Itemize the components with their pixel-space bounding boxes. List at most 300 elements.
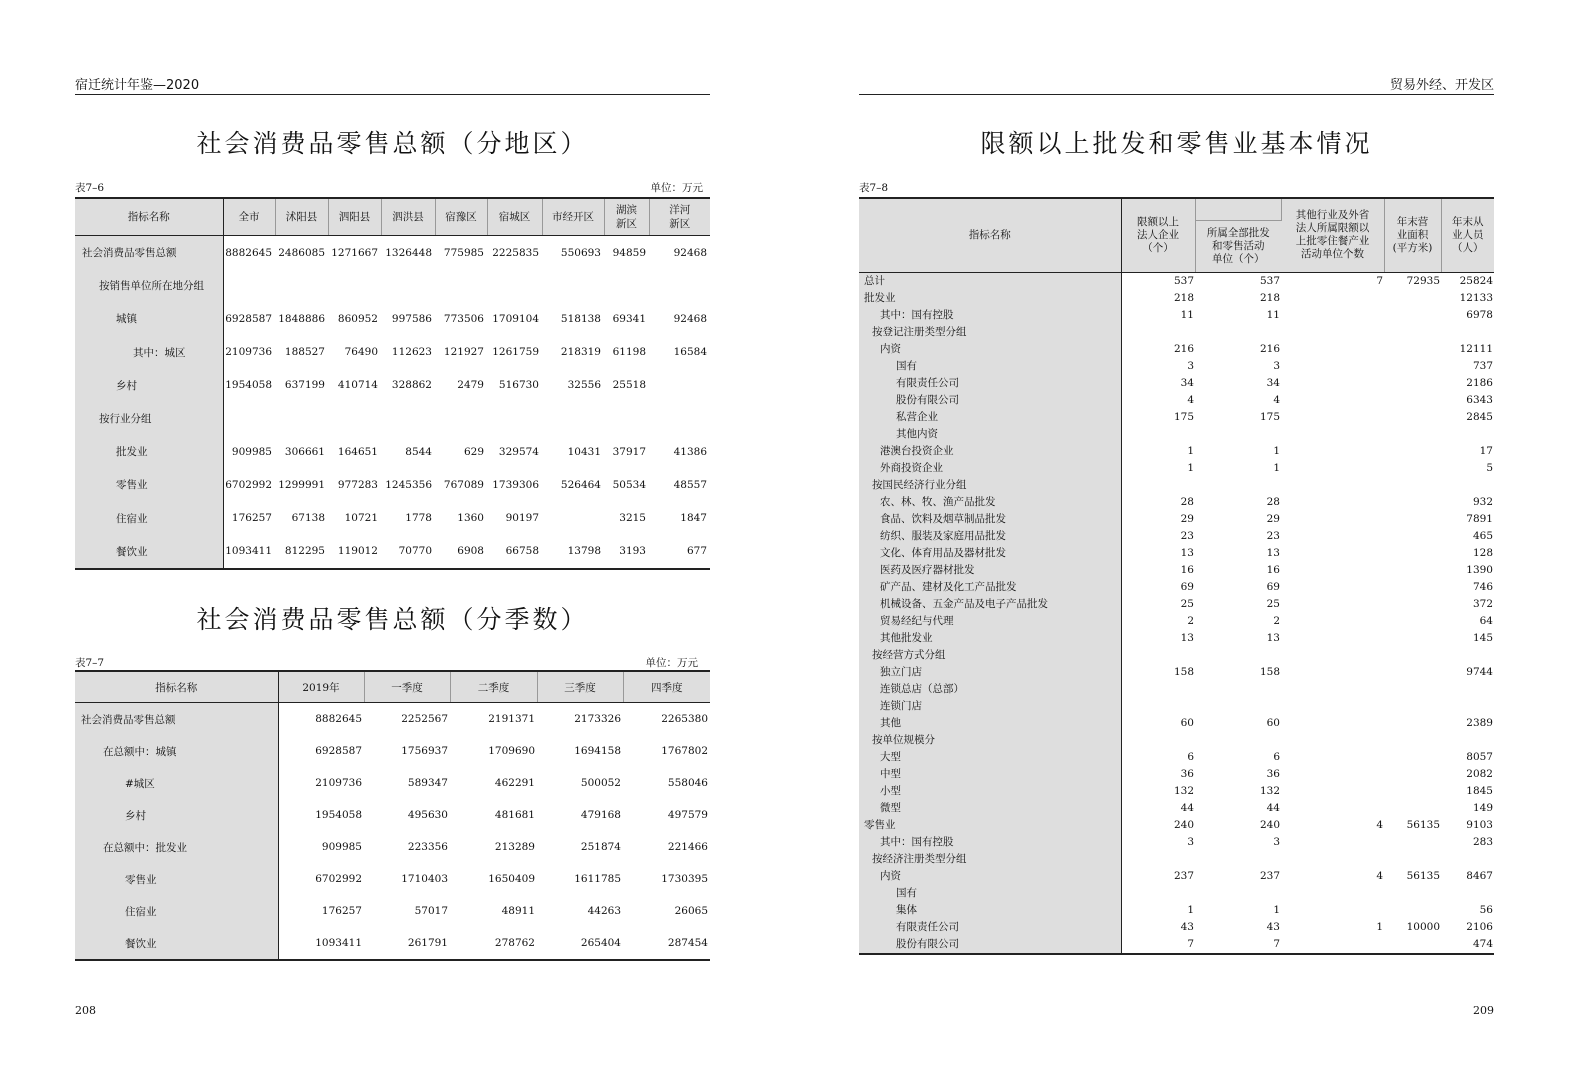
cell-value: 69 bbox=[1180, 580, 1194, 593]
table-row bbox=[75, 302, 710, 335]
row-label: 批发业 bbox=[859, 290, 1121, 307]
cell-value: 26065 bbox=[674, 905, 708, 917]
header-name: 指标名称 bbox=[75, 198, 223, 236]
table-row bbox=[859, 681, 1494, 698]
running-head: 宿迁统计年鉴—2020 bbox=[75, 78, 200, 93]
cell-value bbox=[1281, 851, 1384, 868]
cell-value bbox=[1384, 375, 1441, 392]
row-label: 私营企业 bbox=[859, 409, 1121, 426]
table-row bbox=[859, 562, 1494, 579]
cell-value bbox=[1281, 494, 1384, 511]
cell-value: 746 bbox=[1472, 580, 1493, 593]
cell-value: 2389 bbox=[1466, 716, 1493, 729]
cell-value bbox=[1281, 341, 1384, 358]
table-row bbox=[75, 402, 710, 435]
cell-value: 497579 bbox=[667, 809, 708, 821]
cell-value bbox=[1195, 477, 1281, 494]
cell-value: 1611785 bbox=[574, 873, 621, 885]
table-row bbox=[75, 767, 710, 799]
cell-value bbox=[381, 269, 435, 302]
cell-value: 1694158 bbox=[574, 745, 621, 757]
row-label: 有限责任公司 bbox=[859, 375, 1121, 392]
row-label: 乡村 bbox=[75, 799, 278, 831]
cell-value bbox=[1281, 885, 1384, 902]
table-row bbox=[859, 426, 1494, 443]
cell-value: 7 bbox=[1376, 274, 1383, 287]
cell-value bbox=[1384, 341, 1441, 358]
cell-value: 1245356 bbox=[385, 478, 432, 491]
cell-value: 11 bbox=[1180, 308, 1194, 321]
table-row bbox=[859, 272, 1494, 290]
table-7-6-title: 社会消费品零售总额（分地区） bbox=[196, 129, 589, 158]
table-row bbox=[859, 358, 1494, 375]
cell-value: 2 bbox=[1273, 614, 1280, 627]
row-label: 医药及医疗器材批发 bbox=[859, 562, 1121, 579]
table-7-7 bbox=[75, 670, 710, 961]
table-row bbox=[75, 895, 710, 927]
table-row bbox=[859, 307, 1494, 324]
cell-value: 132 bbox=[1259, 784, 1280, 797]
table-row bbox=[859, 375, 1494, 392]
row-label: 按经营方式分组 bbox=[859, 647, 1121, 664]
cell-value bbox=[1384, 936, 1441, 954]
cell-value: 4 bbox=[1187, 393, 1194, 406]
cell-value: 6908 bbox=[457, 545, 484, 558]
cell-value bbox=[1281, 698, 1384, 715]
cell-value: 9103 bbox=[1466, 818, 1493, 831]
cell-value: 1739306 bbox=[492, 478, 539, 491]
row-label: 其他批发业 bbox=[859, 630, 1121, 647]
cell-value: 518138 bbox=[560, 312, 601, 325]
cell-value: 69 bbox=[1266, 580, 1280, 593]
table-row bbox=[859, 477, 1494, 494]
cell-value bbox=[1384, 630, 1441, 647]
cell-value bbox=[1281, 766, 1384, 783]
cell-value: 44263 bbox=[587, 905, 621, 917]
header-col-3: 泗阳县 bbox=[328, 198, 381, 236]
cell-value: 1 bbox=[1187, 903, 1194, 916]
cell-value: 48557 bbox=[673, 478, 707, 491]
cell-value bbox=[1441, 681, 1494, 698]
cell-value bbox=[1384, 290, 1441, 307]
cell-value: 287454 bbox=[667, 937, 708, 949]
cell-value: 29 bbox=[1180, 512, 1194, 525]
cell-value: 500052 bbox=[580, 777, 621, 789]
cell-value: 1709104 bbox=[492, 312, 539, 325]
header-col-6: 宿城区 bbox=[487, 198, 542, 236]
cell-value: 629 bbox=[463, 445, 484, 458]
cell-value bbox=[1384, 664, 1441, 681]
table-row bbox=[75, 336, 710, 369]
cell-value bbox=[649, 369, 710, 402]
cell-value: 1 bbox=[1273, 461, 1280, 474]
cell-value: 3215 bbox=[619, 512, 646, 525]
cell-value: 909985 bbox=[321, 841, 362, 853]
cell-value: 1271667 bbox=[331, 246, 378, 259]
cell-value: 43 bbox=[1266, 920, 1280, 933]
cell-value: 6 bbox=[1273, 750, 1280, 763]
cell-value: 10000 bbox=[1406, 920, 1440, 933]
cell-value: 773506 bbox=[443, 312, 484, 325]
table-row bbox=[859, 664, 1494, 681]
row-label: 微型 bbox=[859, 800, 1121, 817]
cell-value bbox=[1384, 596, 1441, 613]
cell-value: 188527 bbox=[284, 346, 325, 359]
table-row bbox=[75, 831, 710, 863]
cell-value bbox=[1281, 443, 1384, 460]
cell-value: 7 bbox=[1273, 937, 1280, 950]
cell-value: 121927 bbox=[443, 346, 484, 359]
cell-value: 1 bbox=[1187, 461, 1194, 474]
cell-value bbox=[1441, 698, 1494, 715]
row-label: 按行业分组 bbox=[75, 402, 223, 435]
cell-value: 2082 bbox=[1466, 767, 1493, 780]
cell-value bbox=[1384, 494, 1441, 511]
cell-value bbox=[1281, 630, 1384, 647]
cell-value bbox=[1441, 732, 1494, 749]
cell-value bbox=[1281, 579, 1384, 596]
cell-value: 72935 bbox=[1406, 274, 1440, 287]
table-7-6-unit: 单位：万元 bbox=[650, 182, 703, 194]
row-label: 贸易经纪与代理 bbox=[859, 613, 1121, 630]
header-col-5: 四季度 bbox=[623, 671, 710, 703]
row-label: 国有 bbox=[859, 358, 1121, 375]
row-label: 股份有限公司 bbox=[859, 936, 1121, 954]
header-col2-top bbox=[1195, 198, 1281, 220]
cell-value: 465 bbox=[1472, 529, 1493, 542]
cell-value: 1326448 bbox=[385, 246, 432, 259]
cell-value bbox=[1195, 681, 1281, 698]
table-row bbox=[859, 511, 1494, 528]
cell-value: 145 bbox=[1472, 631, 1493, 644]
cell-value bbox=[1121, 732, 1195, 749]
table-row bbox=[75, 535, 710, 569]
cell-value bbox=[1281, 460, 1384, 477]
cell-value bbox=[1281, 528, 1384, 545]
header-col-9: 洋河 新区 bbox=[649, 198, 710, 236]
cell-value: 1 bbox=[1376, 920, 1383, 933]
cell-value: 1848886 bbox=[278, 312, 325, 325]
row-label: 连锁门店 bbox=[859, 698, 1121, 715]
cell-value: 10721 bbox=[344, 512, 378, 525]
cell-value: 11 bbox=[1266, 308, 1280, 321]
row-label: 连锁总店（总部） bbox=[859, 681, 1121, 698]
row-label: 零售业 bbox=[75, 863, 278, 895]
header-rule bbox=[859, 94, 1494, 95]
row-label: 股份有限公司 bbox=[859, 392, 1121, 409]
cell-value: 767089 bbox=[443, 478, 484, 491]
cell-value: 23 bbox=[1180, 529, 1194, 542]
cell-value: 44 bbox=[1180, 801, 1194, 814]
cell-value bbox=[1121, 324, 1195, 341]
table-row bbox=[859, 341, 1494, 358]
cell-value bbox=[1281, 375, 1384, 392]
cell-value: 28 bbox=[1266, 495, 1280, 508]
row-label: 国有 bbox=[859, 885, 1121, 902]
cell-value bbox=[1281, 749, 1384, 766]
cell-value: 7 bbox=[1187, 937, 1194, 950]
table-row bbox=[859, 851, 1494, 868]
cell-value: 240 bbox=[1173, 818, 1194, 831]
cell-value bbox=[1121, 851, 1195, 868]
cell-value: 328862 bbox=[391, 379, 432, 392]
table-7-8 bbox=[859, 197, 1494, 955]
cell-value: 13798 bbox=[567, 545, 601, 558]
cell-value: 13 bbox=[1266, 631, 1280, 644]
cell-value: 1 bbox=[1273, 444, 1280, 457]
header-col4: 年末营 业面积 (平方米) bbox=[1384, 198, 1441, 272]
table-row bbox=[75, 369, 710, 402]
header-col-3: 二季度 bbox=[450, 671, 537, 703]
table-row bbox=[859, 443, 1494, 460]
cell-value bbox=[487, 402, 542, 435]
cell-value: 10431 bbox=[567, 445, 601, 458]
table-row bbox=[859, 528, 1494, 545]
cell-value: 25 bbox=[1266, 597, 1280, 610]
cell-value: 158 bbox=[1173, 665, 1194, 678]
row-label: 按登记注册类型分组 bbox=[859, 324, 1121, 341]
cell-value: 558046 bbox=[667, 777, 708, 789]
row-label: 文化、体育用品及器材批发 bbox=[859, 545, 1121, 562]
cell-value bbox=[1121, 885, 1195, 902]
cell-value: 637199 bbox=[284, 379, 325, 392]
cell-value bbox=[1121, 698, 1195, 715]
cell-value: 812295 bbox=[284, 545, 325, 558]
cell-value bbox=[1195, 647, 1281, 664]
cell-value: 2225835 bbox=[492, 246, 539, 259]
cell-value bbox=[1384, 545, 1441, 562]
cell-value: 8544 bbox=[405, 445, 432, 458]
cell-value: 76490 bbox=[344, 346, 378, 359]
cell-value: 218319 bbox=[560, 346, 601, 359]
cell-value: 6928587 bbox=[315, 745, 362, 757]
header-col-1: 2019年 bbox=[278, 671, 364, 703]
cell-value: 2 bbox=[1187, 614, 1194, 627]
cell-value: 34 bbox=[1180, 376, 1194, 389]
cell-value bbox=[1384, 834, 1441, 851]
cell-value: 175 bbox=[1173, 410, 1194, 423]
cell-value: 306661 bbox=[284, 445, 325, 458]
row-label: 小型 bbox=[859, 783, 1121, 800]
cell-value: 8057 bbox=[1466, 750, 1493, 763]
header-rule bbox=[75, 94, 710, 95]
table-row bbox=[859, 885, 1494, 902]
cell-value: 909985 bbox=[231, 445, 272, 458]
cell-value bbox=[1384, 392, 1441, 409]
cell-value: 265404 bbox=[580, 937, 621, 949]
cell-value bbox=[1384, 613, 1441, 630]
cell-value: 2191371 bbox=[488, 713, 535, 725]
cell-value: 36 bbox=[1266, 767, 1280, 780]
cell-value: 164651 bbox=[337, 445, 378, 458]
cell-value: 479168 bbox=[580, 809, 621, 821]
cell-value: 6 bbox=[1187, 750, 1194, 763]
cell-value bbox=[328, 402, 381, 435]
cell-value: 16584 bbox=[673, 346, 707, 359]
cell-value: 67138 bbox=[291, 512, 325, 525]
row-label: 其中：国有控股 bbox=[859, 307, 1121, 324]
cell-value: 60 bbox=[1180, 716, 1194, 729]
cell-value bbox=[1384, 851, 1441, 868]
table-row bbox=[75, 927, 710, 960]
cell-value bbox=[1121, 681, 1195, 698]
cell-value: 6702992 bbox=[315, 873, 362, 885]
table-row bbox=[859, 749, 1494, 766]
cell-value bbox=[1384, 800, 1441, 817]
cell-value bbox=[1384, 698, 1441, 715]
cell-value: 278762 bbox=[494, 937, 535, 949]
header-col-4: 三季度 bbox=[537, 671, 623, 703]
header-col-2: 一季度 bbox=[364, 671, 450, 703]
table-row bbox=[859, 817, 1494, 834]
table-row bbox=[859, 409, 1494, 426]
cell-value: 2106 bbox=[1466, 920, 1493, 933]
table-row bbox=[859, 579, 1494, 596]
cell-value bbox=[1281, 358, 1384, 375]
cell-value: 25518 bbox=[612, 379, 646, 392]
cell-value: 132 bbox=[1173, 784, 1194, 797]
cell-value bbox=[649, 269, 710, 302]
cell-value bbox=[542, 269, 604, 302]
cell-value bbox=[223, 402, 275, 435]
cell-value: 4 bbox=[1273, 393, 1280, 406]
cell-value: 932 bbox=[1472, 495, 1493, 508]
table-row bbox=[859, 732, 1494, 749]
table-row bbox=[859, 766, 1494, 783]
row-label: 餐饮业 bbox=[75, 927, 278, 960]
cell-value bbox=[1281, 834, 1384, 851]
cell-value bbox=[1281, 409, 1384, 426]
cell-value: 41386 bbox=[673, 445, 707, 458]
cell-value: 283 bbox=[1472, 835, 1493, 848]
row-label: 大型 bbox=[859, 749, 1121, 766]
row-label: 社会消费品零售总额 bbox=[75, 703, 278, 736]
table-header-row bbox=[75, 671, 710, 703]
cell-value: 66758 bbox=[505, 545, 539, 558]
cell-value: 240 bbox=[1259, 818, 1280, 831]
cell-value bbox=[1384, 579, 1441, 596]
header-col5: 年末从 业人员 （人） bbox=[1441, 198, 1494, 272]
row-label: 内资 bbox=[859, 868, 1121, 885]
row-label: 矿产品、建材及化工产品批发 bbox=[859, 579, 1121, 596]
cell-value: 4 bbox=[1376, 869, 1383, 882]
cell-value bbox=[1195, 851, 1281, 868]
cell-value bbox=[1281, 715, 1384, 732]
row-label: 其中：城区 bbox=[75, 336, 223, 369]
cell-value bbox=[542, 402, 604, 435]
cell-value: 9744 bbox=[1466, 665, 1493, 678]
cell-value: 90197 bbox=[505, 512, 539, 525]
table-header-row bbox=[75, 198, 710, 236]
cell-value bbox=[328, 269, 381, 302]
cell-value bbox=[1281, 562, 1384, 579]
cell-value: 1 bbox=[1273, 903, 1280, 916]
cell-value: 176257 bbox=[321, 905, 362, 917]
cell-value bbox=[275, 269, 328, 302]
cell-value bbox=[1195, 698, 1281, 715]
cell-value: 1390 bbox=[1466, 563, 1493, 576]
cell-value: 462291 bbox=[494, 777, 535, 789]
cell-value: 3 bbox=[1187, 359, 1194, 372]
cell-value bbox=[1384, 460, 1441, 477]
cell-value: 2186 bbox=[1466, 376, 1493, 389]
cell-value: 1845 bbox=[1466, 784, 1493, 797]
table-row bbox=[859, 698, 1494, 715]
cell-value bbox=[1384, 562, 1441, 579]
cell-value bbox=[1384, 732, 1441, 749]
cell-value: 237 bbox=[1259, 869, 1280, 882]
cell-value: 997586 bbox=[391, 312, 432, 325]
table-row bbox=[859, 290, 1494, 307]
cell-value bbox=[542, 502, 604, 535]
row-label: 住宿业 bbox=[75, 895, 278, 927]
table-row bbox=[859, 630, 1494, 647]
row-label: 其他内资 bbox=[859, 426, 1121, 443]
cell-value bbox=[1384, 783, 1441, 800]
cell-value: 12133 bbox=[1459, 291, 1493, 304]
row-label: 零售业 bbox=[859, 817, 1121, 834]
cell-value: 158 bbox=[1259, 665, 1280, 678]
cell-value: 1650409 bbox=[488, 873, 535, 885]
cell-value bbox=[1384, 477, 1441, 494]
cell-value: 128 bbox=[1472, 546, 1493, 559]
table-row bbox=[75, 863, 710, 895]
cell-value: 516730 bbox=[498, 379, 539, 392]
cell-value: 92468 bbox=[673, 246, 707, 259]
cell-value: 2109736 bbox=[315, 777, 362, 789]
cell-value bbox=[1384, 409, 1441, 426]
cell-value: 94859 bbox=[612, 246, 646, 259]
cell-value: 61198 bbox=[612, 346, 646, 359]
row-label: #城区 bbox=[75, 767, 278, 799]
cell-value: 1261759 bbox=[492, 346, 539, 359]
cell-value bbox=[604, 269, 649, 302]
row-label: 按国民经济行业分组 bbox=[859, 477, 1121, 494]
cell-value bbox=[604, 402, 649, 435]
cell-value: 218 bbox=[1259, 291, 1280, 304]
cell-value: 860952 bbox=[337, 312, 378, 325]
cell-value: 1756937 bbox=[401, 745, 448, 757]
cell-value bbox=[1441, 647, 1494, 664]
cell-value: 17 bbox=[1479, 444, 1493, 457]
cell-value bbox=[1441, 426, 1494, 443]
cell-value bbox=[1441, 477, 1494, 494]
cell-value: 175 bbox=[1259, 410, 1280, 423]
table-7-6-number: 表7–6 bbox=[75, 182, 105, 194]
table-row bbox=[859, 800, 1494, 817]
cell-value: 481681 bbox=[494, 809, 535, 821]
table-row bbox=[75, 735, 710, 767]
header-col-1: 全市 bbox=[223, 198, 275, 236]
cell-value: 37917 bbox=[612, 445, 646, 458]
table-row bbox=[859, 545, 1494, 562]
cell-value: 2265380 bbox=[661, 713, 708, 725]
cell-value: 4 bbox=[1376, 818, 1383, 831]
cell-value: 6702992 bbox=[225, 478, 272, 491]
cell-value: 1093411 bbox=[315, 937, 362, 949]
cell-value bbox=[1281, 511, 1384, 528]
table-7-6 bbox=[75, 197, 710, 570]
table-row bbox=[859, 715, 1494, 732]
table-row bbox=[75, 468, 710, 501]
cell-value bbox=[1281, 783, 1384, 800]
cell-value: 2479 bbox=[457, 379, 484, 392]
cell-value bbox=[1384, 885, 1441, 902]
cell-value bbox=[1281, 324, 1384, 341]
cell-value: 977283 bbox=[337, 478, 378, 491]
cell-value bbox=[275, 402, 328, 435]
row-label: 集体 bbox=[859, 902, 1121, 919]
